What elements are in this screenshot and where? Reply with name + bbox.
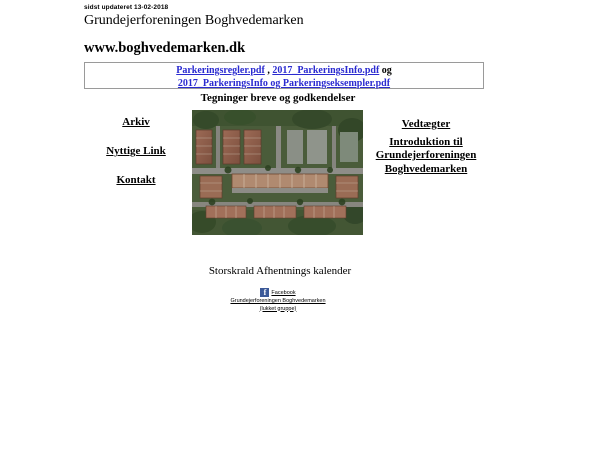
pdf-links-separator: , <box>267 65 270 76</box>
link-parkeringsregler-pdf[interactable]: Parkeringsregler.pdf <box>176 65 265 76</box>
facebook-group-block[interactable] <box>196 288 360 313</box>
nav-item-nyttige-link[interactable]: Nyttige Link <box>106 145 166 157</box>
link-vedtaegter[interactable]: Vedtægter <box>401 118 451 130</box>
nav-item-kontakt[interactable]: Kontakt <box>116 174 156 186</box>
link-introduktion[interactable] <box>376 136 477 175</box>
facebook-group-line-1: Grundejerforeningen Boghvedemarken <box>230 298 326 304</box>
heading-tegninger-breve-og-godkendelser: Tegninger breve og godkendelser <box>200 92 356 104</box>
facebook-label[interactable]: Facebook <box>271 289 296 296</box>
left-navigation <box>84 116 188 203</box>
link-2017-parkeringsinfo-pdf[interactable]: 2017_ParkeringsInfo.pdf <box>272 65 380 76</box>
intro-line-3: Boghvedemarken <box>384 162 468 175</box>
pdf-links-conjunction: og <box>381 65 392 76</box>
storskrald-calendar[interactable] <box>150 265 410 277</box>
aerial-photo-neighbourhood[interactable] <box>192 110 363 235</box>
intro-line-1: Introduktion til <box>389 135 463 148</box>
site-url-heading: www.boghvedemarken.dk <box>84 40 246 56</box>
right-column-links <box>366 118 486 176</box>
nav-item-arkiv[interactable]: Arkiv <box>122 116 150 128</box>
last-updated-text: sidst updateret 13-02-2018 <box>84 4 169 11</box>
facebook-link-row[interactable] <box>196 288 360 297</box>
facebook-group-line-2: (lukket gruppe) <box>259 305 297 312</box>
facebook-group-name[interactable] <box>196 298 360 313</box>
link-2017-parkeringsinfo-og-parkeringseksempler-pdf[interactable]: 2017_ParkeringsInfo og Parkeringseksempler.pdf <box>177 77 391 89</box>
intro-line-2: Grundejerforeningen <box>375 149 477 161</box>
pdf-links-row-2 <box>85 78 483 91</box>
facebook-icon: f <box>260 288 269 297</box>
pdf-links-box <box>84 62 484 89</box>
storskrald-calendar-link[interactable]: Storskrald Afhentnings kalender <box>208 265 352 277</box>
page-title: Grundejerforeningen Boghvedemarken <box>84 13 304 28</box>
